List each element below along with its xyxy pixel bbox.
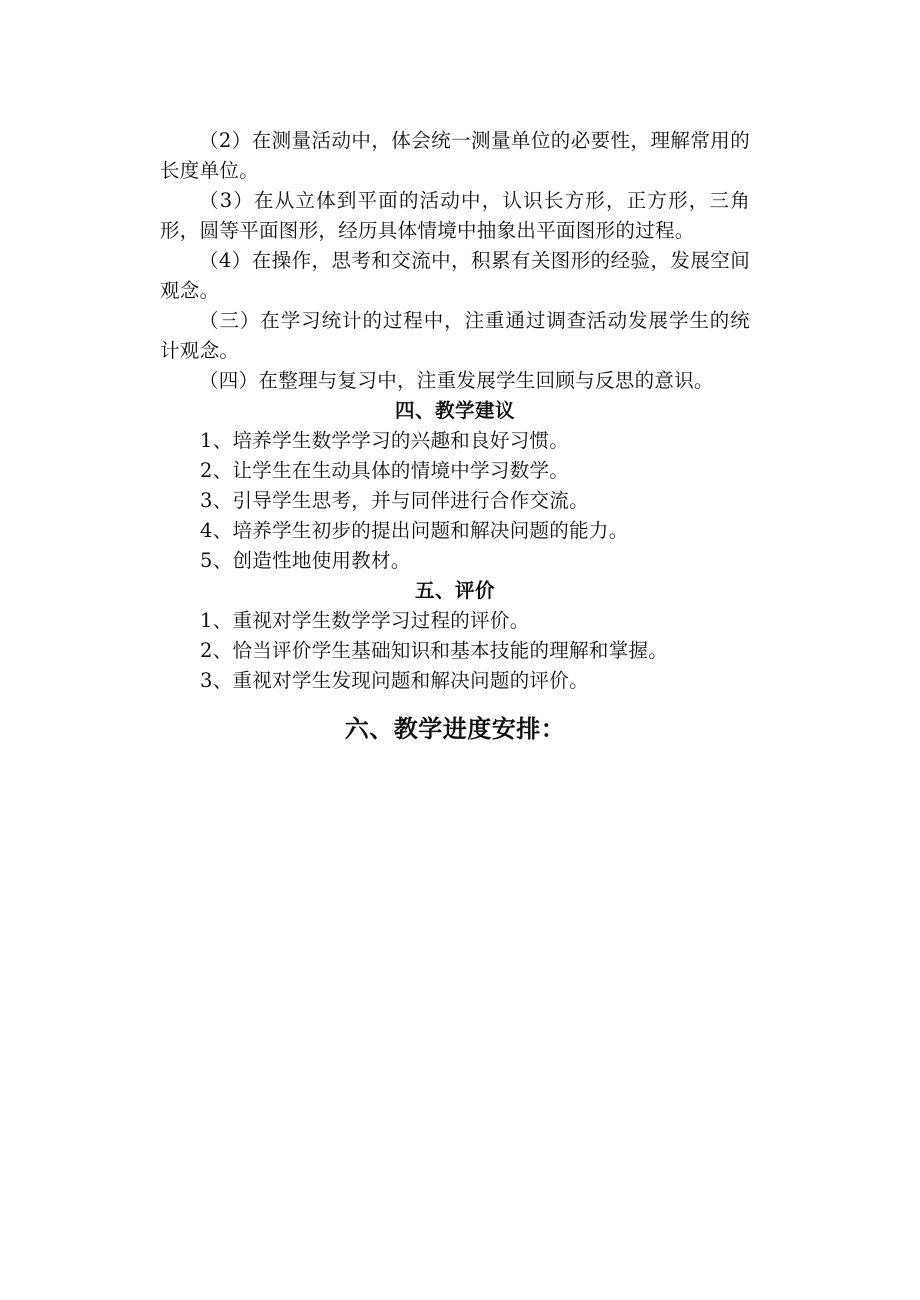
list-item: 1、培养学生数学学习的兴趣和良好习惯。 bbox=[200, 429, 570, 452]
list-item: 3、重视对学生发现问题和解决问题的评价。 bbox=[200, 669, 589, 692]
paragraph-measurement: （2）在测量活动中，体会统一测量单位的必要性，理解常用的长度单位。 bbox=[160, 129, 750, 182]
list-item: 2、恰当评价学生基础知识和基本技能的理解和掌握。 bbox=[200, 639, 669, 662]
list-item: 5、创造性地使用教材。 bbox=[200, 549, 411, 572]
section-heading-evaluation: 五、评价 bbox=[414, 579, 495, 602]
list-item: 1、重视对学生数学学习过程的评价。 bbox=[200, 609, 530, 632]
paragraph-statistics: （三）在学习统计的过程中，注重通过调查活动发展学生的统计观念。 bbox=[160, 309, 750, 362]
list-item: 4、培养学生初步的提出问题和解决问题的能力。 bbox=[200, 519, 629, 542]
section-heading-teaching-suggestions: 四、教学建议 bbox=[394, 399, 515, 422]
document-body bbox=[160, 126, 750, 746]
section-heading-schedule: 六、教学进度安排： bbox=[344, 714, 566, 743]
paragraph-review: （四）在整理与复习中，注重发展学生回顾与反思的意识。 bbox=[199, 369, 714, 392]
paragraph-plane-shapes: （3）在从立体到平面的活动中，认识长方形，正方形，三角形，圆等平面图形，经历具体情境中抽象出平面图形的过程。 bbox=[160, 189, 750, 242]
list-item: 2、让学生在生动具体的情境中学习数学。 bbox=[200, 459, 570, 482]
list-item: 3、引导学生思考，并与同伴进行合作交流。 bbox=[200, 489, 589, 512]
paragraph-spatial-concept: （4）在操作，思考和交流中，积累有关图形的经验，发展空间观念。 bbox=[160, 249, 750, 302]
